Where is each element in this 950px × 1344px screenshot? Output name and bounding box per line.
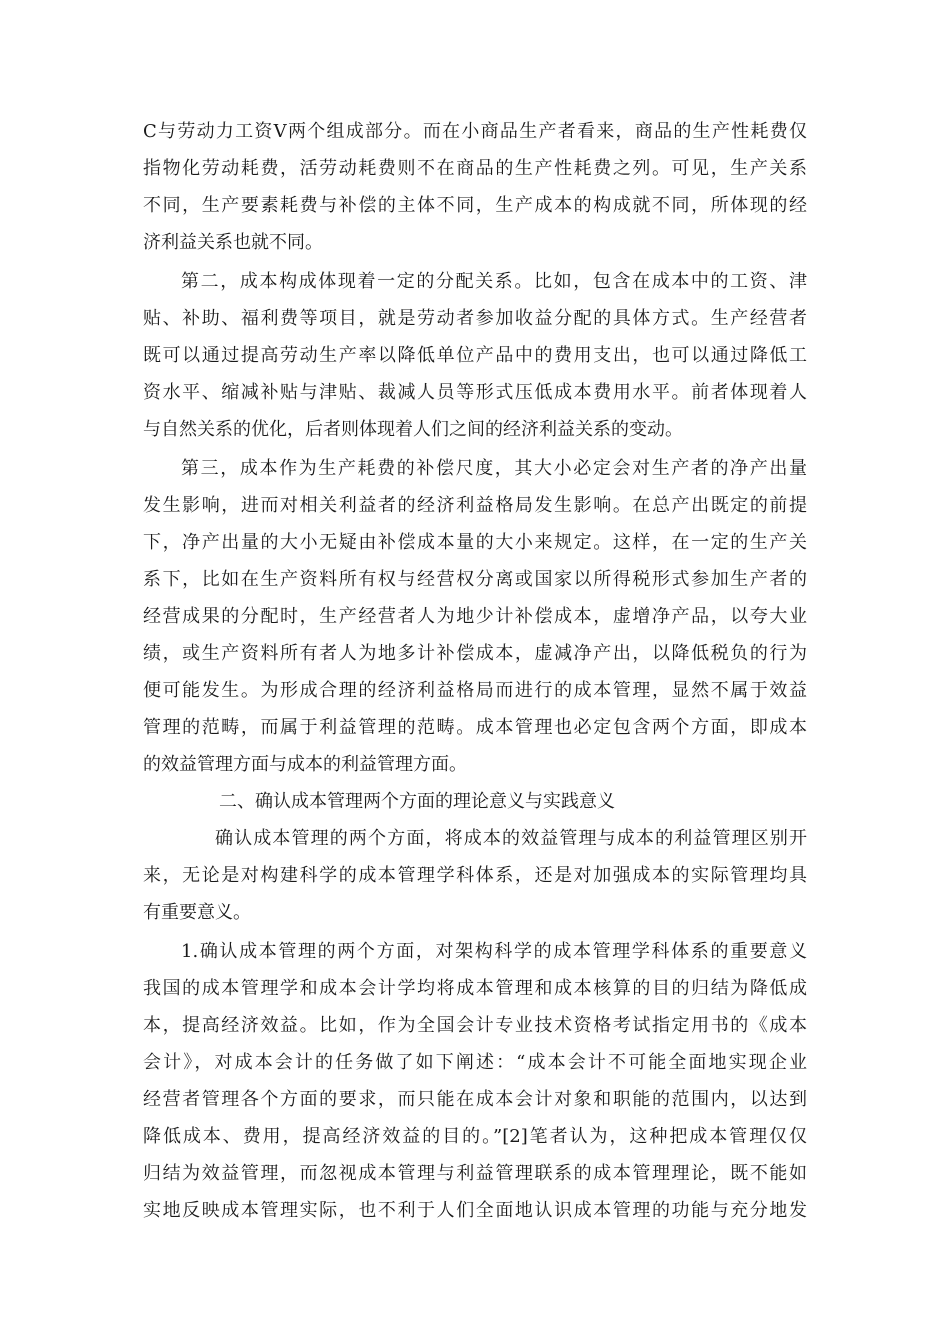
text-line: 降低成本、费用，提高经济效益的目的。”[2]笔者认为，这种把成本管理仅仅: [143, 1126, 807, 1147]
text-line: 有重要意义。: [143, 902, 251, 923]
text-line: 发生影响，进而对相关利益者的经济利益格局发生影响。在总产出既定的前提: [143, 495, 807, 516]
text-line: 第三，成本作为生产耗费的补偿尺度，其大小必定会对生产者的净产出量: [181, 458, 807, 479]
text-line: 指物化劳动耗费，活劳动耗费则不在商品的生产性耗费之列。可见，生产关系: [143, 158, 807, 179]
text-line: 与自然关系的优化，后者则体现着人们之间的经济利益关系的变动。: [143, 419, 683, 440]
section-heading: 二、确认成本管理两个方面的理论意义与实践意义: [219, 791, 615, 812]
text-line: 归结为效益管理，而忽视成本管理与利益管理联系的成本管理理论，既不能如: [143, 1163, 807, 1184]
text-line: 来，无论是对构建科学的成本管理学科体系，还是对加强成本的实际管理均具: [143, 865, 807, 886]
text-line: 本，提高经济效益。比如，作为全国会计专业技术资格考试指定用书的《成本: [143, 1015, 807, 1036]
text-line: 实地反映成本管理实际，也不利于人们全面地认识成本管理的功能与充分地发: [143, 1200, 807, 1221]
text-line: 经营成果的分配时，生产经营者人为地少计补偿成本，虚增净产品，以夸大业: [143, 606, 807, 627]
text-line: 的效益管理方面与成本的利益管理方面。: [143, 754, 467, 775]
text-line: 既可以通过提高劳动生产率以降低单位产品中的费用支出，也可以通过降低工: [143, 345, 807, 366]
subsection-heading: 1.确认成本管理的两个方面，对架构科学的成本管理学科体系的重要意义: [181, 941, 807, 962]
text-line: 贴、补助、福利费等项目，就是劳动者参加收益分配的具体方式。生产经营者: [143, 308, 807, 329]
text-line: 便可能发生。为形成合理的经济利益格局而进行的成本管理，显然不属于效益: [143, 680, 807, 701]
text-line: C与劳动力工资V两个组成部分。而在小商品生产者看来，商品的生产性耗费仅: [143, 121, 807, 142]
text-line: 济利益关系也就不同。: [143, 232, 323, 253]
text-line: 经营者管理各个方面的要求，而只能在成本会计对象和职能的范围内，以达到: [143, 1089, 807, 1110]
text-line: 绩，或生产资料所有者人为地多计补偿成本，虚减净产出，以降低税负的行为: [143, 643, 807, 664]
text-line: 不同，生产要素耗费与补偿的主体不同，生产成本的构成就不同，所体现的经: [143, 195, 807, 216]
text-line: 确认成本管理的两个方面，将成本的效益管理与成本的利益管理区别开: [215, 828, 807, 849]
text-line: 我国的成本管理学和成本会计学均将成本管理和成本核算的目的归结为降低成: [143, 978, 807, 999]
text-line: 系下，比如在生产资料所有权与经营权分离或国家以所得税形式参加生产者的: [143, 569, 807, 590]
text-line: 管理的范畴，而属于利益管理的范畴。成本管理也必定包含两个方面，即成本: [143, 717, 807, 738]
text-line: 会计》，对成本会计的任务做了如下阐述：“成本会计不可能全面地实现企业: [143, 1052, 807, 1073]
text-line: 下，净产出量的大小无疑由补偿成本量的大小来规定。这样，在一定的生产关: [143, 532, 807, 553]
text-line: 资水平、缩减补贴与津贴、裁减人员等形式压低成本费用水平。前者体现着人: [143, 382, 807, 403]
text-line: 第二，成本构成体现着一定的分配关系。比如，包含在成本中的工资、津: [181, 271, 807, 292]
